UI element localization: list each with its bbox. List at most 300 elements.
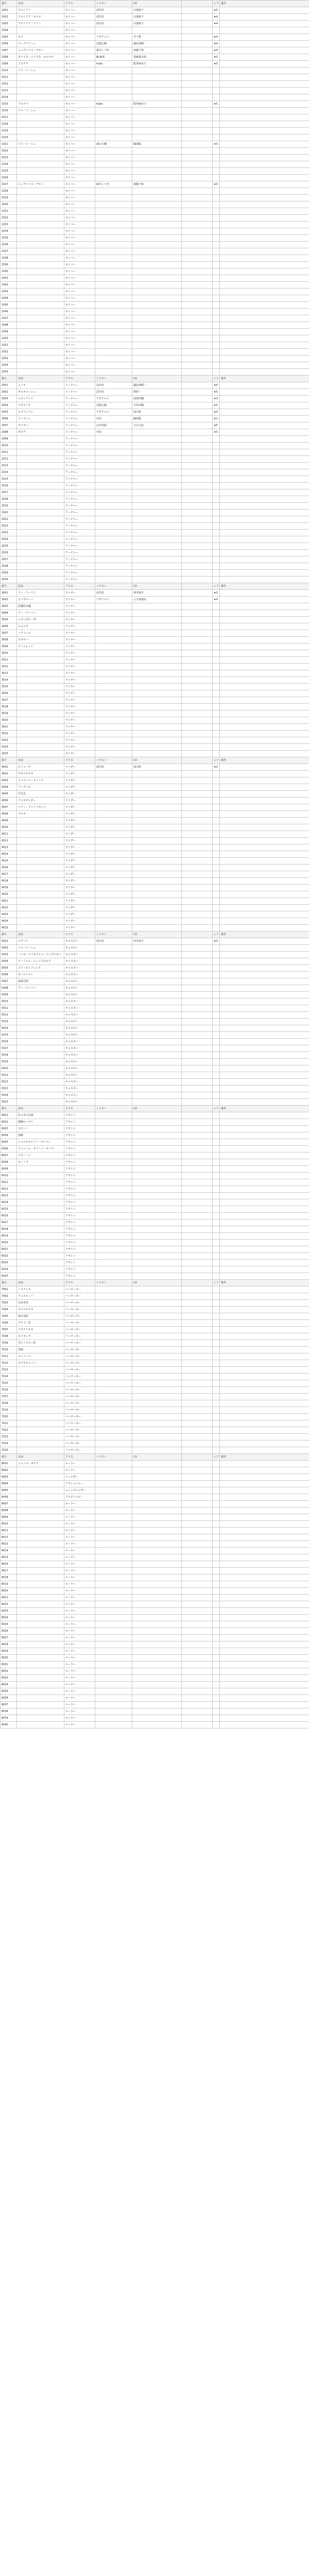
- table-row: [1, 255, 309, 262]
- table-cell: [213, 891, 220, 898]
- table-cell: セイバー: [64, 195, 95, 201]
- table-cell: [213, 650, 220, 657]
- column-header-cell: イラスト: [95, 1106, 132, 1112]
- table-cell: [132, 684, 182, 690]
- table-cell: [213, 831, 220, 838]
- table-row: [1, 1467, 309, 1474]
- table-cell: 1015: [1, 101, 17, 108]
- table-cell: [132, 1434, 182, 1440]
- table-cell: [213, 1293, 220, 1300]
- table-cell: [17, 670, 64, 677]
- table-cell: [213, 188, 220, 195]
- table-cell: [182, 201, 213, 208]
- table-cell: [17, 268, 64, 275]
- table-cell: 5011: [1, 1005, 17, 1012]
- table-cell: [17, 1407, 64, 1414]
- table-cell: [95, 891, 132, 898]
- table-row: [1, 1420, 309, 1427]
- table-cell: [132, 175, 182, 181]
- table-cell: [182, 168, 213, 175]
- table-cell: [213, 228, 220, 235]
- table-cell: セイバー: [64, 168, 95, 175]
- table-cell: [17, 148, 64, 155]
- table-cell: [95, 737, 132, 744]
- table-cell: [213, 503, 220, 510]
- table-cell: [213, 998, 220, 1005]
- table-cell: アーラシュ: [17, 416, 64, 422]
- table-row: [1, 1662, 309, 1668]
- table-row: [1, 590, 309, 597]
- column-header-cell: クラス: [64, 1106, 95, 1112]
- table-cell: [17, 1246, 64, 1253]
- table-cell: ★4: [213, 21, 220, 27]
- table-cell: [132, 744, 182, 751]
- table-row: [1, 1481, 309, 1487]
- table-row: [1, 1554, 309, 1561]
- table-cell: 8020: [1, 1588, 17, 1595]
- table-cell: [220, 436, 309, 443]
- table-cell: ルーラー: [64, 1521, 95, 1528]
- table-cell: [213, 1213, 220, 1219]
- table-cell: [17, 1025, 64, 1032]
- table-cell: アーチャー: [64, 436, 95, 443]
- table-cell: 3023: [1, 737, 17, 744]
- column-header-cell: クラス: [64, 931, 95, 938]
- table-cell: [182, 1695, 213, 1702]
- table-cell: [220, 1481, 309, 1487]
- table-row: [1, 349, 309, 355]
- table-cell: 8016: [1, 1561, 17, 1568]
- table-cell: [213, 1186, 220, 1193]
- table-cell: [213, 282, 220, 289]
- table-cell: [213, 925, 220, 931]
- table-cell: [220, 1702, 309, 1708]
- table-cell: 4009: [1, 818, 17, 824]
- table-cell: [213, 751, 220, 757]
- table-cell: [182, 1561, 213, 1568]
- table-cell: [95, 1374, 132, 1380]
- table-cell: [132, 1052, 182, 1059]
- table-cell: [220, 844, 309, 851]
- table-cell: [182, 670, 213, 677]
- table-cell: [182, 1353, 213, 1360]
- table-cell: [17, 27, 64, 34]
- table-row: [1, 905, 309, 911]
- table-cell: [95, 1072, 132, 1079]
- table-row: [1, 1668, 309, 1675]
- table-cell: 8004: [1, 1481, 17, 1487]
- table-cell: [182, 175, 213, 181]
- table-cell: セイバー: [64, 141, 95, 148]
- table-cell: 1005: [1, 34, 17, 41]
- table-cell: [132, 168, 182, 175]
- table-cell: BLACK: [95, 54, 132, 61]
- table-cell: [17, 824, 64, 831]
- table-cell: [213, 322, 220, 329]
- table-cell: [213, 235, 220, 242]
- table-cell: [213, 255, 220, 262]
- table-cell: [132, 1065, 182, 1072]
- table-row: [1, 1407, 309, 1414]
- table-cell: 3004: [1, 610, 17, 617]
- table-cell: [132, 282, 182, 289]
- table-cell: [182, 824, 213, 831]
- table-row: [1, 1501, 309, 1507]
- table-cell: [17, 510, 64, 516]
- table-cell: 武内崇: [95, 7, 132, 14]
- table-cell: 7022: [1, 1427, 17, 1434]
- table-cell: [220, 516, 309, 523]
- table-cell: [132, 1427, 182, 1434]
- table-cell: [182, 1240, 213, 1246]
- table-cell: [95, 1561, 132, 1568]
- table-cell: [213, 677, 220, 684]
- table-row: [1, 1595, 309, 1601]
- table-cell: 1029: [1, 195, 17, 201]
- table-row: [1, 784, 309, 791]
- table-cell: [220, 222, 309, 228]
- table-cell: 8039: [1, 1715, 17, 1722]
- table-cell: 4020: [1, 891, 17, 898]
- table-cell: [132, 1702, 182, 1708]
- table-cell: [213, 1568, 220, 1574]
- table-cell: [17, 844, 64, 851]
- table-cell: [220, 114, 309, 121]
- table-cell: [95, 784, 132, 791]
- table-cell: [220, 1628, 309, 1635]
- table-cell: [95, 697, 132, 704]
- table-row: [1, 422, 309, 429]
- table-cell: [95, 1347, 132, 1353]
- table-cell: 2005: [1, 409, 17, 416]
- table-cell: [17, 315, 64, 322]
- table-cell: [95, 1702, 132, 1708]
- table-cell: [95, 67, 132, 74]
- table-cell: [95, 1662, 132, 1668]
- table-cell: [220, 1708, 309, 1715]
- table-cell: [220, 938, 309, 945]
- table-cell: [220, 315, 309, 322]
- table-row: [1, 911, 309, 918]
- table-cell: [132, 496, 182, 503]
- table-cell: ★3: [213, 764, 220, 771]
- table-cell: [220, 1548, 309, 1554]
- table-cell: 4010: [1, 824, 17, 831]
- table-cell: [213, 1601, 220, 1608]
- table-cell: [95, 175, 132, 181]
- table-cell: 5021: [1, 1072, 17, 1079]
- table-cell: [182, 697, 213, 704]
- table-cell: [132, 851, 182, 858]
- table-cell: [182, 1025, 213, 1032]
- table-cell: カーミラ: [17, 1159, 64, 1166]
- table-row: [1, 322, 309, 329]
- table-cell: [182, 998, 213, 1005]
- table-cell: [182, 188, 213, 195]
- table-row: [1, 1715, 309, 1722]
- table-cell: [132, 1440, 182, 1447]
- table-cell: レオニダス一世: [17, 617, 64, 623]
- table-cell: [17, 737, 64, 744]
- table-cell: [182, 88, 213, 94]
- table-cell: 1021: [1, 141, 17, 148]
- table-cell: [95, 911, 132, 918]
- table-cell: ★4: [213, 41, 220, 47]
- table-cell: 3001: [1, 590, 17, 597]
- table-cell: [95, 865, 132, 871]
- table-cell: [182, 878, 213, 885]
- table-cell: 1007: [1, 47, 17, 54]
- table-cell: [182, 1708, 213, 1715]
- table-cell: [182, 992, 213, 998]
- table-cell: [220, 851, 309, 858]
- table-cell: [17, 1601, 64, 1608]
- table-cell: [95, 1655, 132, 1662]
- table-cell: [132, 1012, 182, 1019]
- table-cell: [182, 1039, 213, 1045]
- table-cell: アーチャー: [64, 409, 95, 416]
- table-cell: セイバー: [64, 88, 95, 94]
- table-cell: 1027: [1, 181, 17, 188]
- table-row: [1, 670, 309, 677]
- table-cell: ★1: [213, 416, 220, 422]
- table-cell: [213, 1581, 220, 1588]
- table-cell: [220, 1146, 309, 1153]
- table-cell: 5005: [1, 965, 17, 972]
- table-cell: [132, 322, 182, 329]
- table-cell: [95, 677, 132, 684]
- table-cell: [182, 1159, 213, 1166]
- table-cell: [132, 161, 182, 168]
- table-cell: [220, 972, 309, 978]
- table-cell: ディルムッド: [17, 643, 64, 650]
- table-cell: [213, 523, 220, 530]
- table-cell: [17, 342, 64, 349]
- table-cell: [220, 637, 309, 643]
- table-cell: 8012: [1, 1534, 17, 1541]
- table-cell: [220, 898, 309, 905]
- table-cell: [182, 67, 213, 74]
- table-cell: 6016: [1, 1213, 17, 1219]
- table-cell: 7004: [1, 1307, 17, 1313]
- table-cell: [182, 1079, 213, 1086]
- table-cell: [17, 664, 64, 670]
- table-cell: [17, 550, 64, 556]
- table-cell: セイバー: [64, 61, 95, 67]
- table-cell: セイバー: [64, 242, 95, 248]
- table-cell: ライダー: [64, 764, 95, 771]
- table-cell: 4016: [1, 865, 17, 871]
- table-cell: [182, 396, 213, 402]
- table-cell: [132, 456, 182, 463]
- table-cell: [95, 1574, 132, 1581]
- table-row: [1, 215, 309, 222]
- table-cell: [17, 536, 64, 543]
- table-row: [1, 1514, 309, 1521]
- table-cell: [220, 798, 309, 804]
- table-cell: ダビデ: [17, 429, 64, 436]
- table-cell: [220, 268, 309, 275]
- table-cell: [132, 858, 182, 865]
- table-cell: ルーラー: [64, 1675, 95, 1682]
- table-cell: [17, 81, 64, 88]
- table-cell: [213, 731, 220, 737]
- table-cell: 5015: [1, 1032, 17, 1039]
- table-cell: セイバー: [64, 329, 95, 335]
- table-cell: [17, 1420, 64, 1427]
- table-cell: [132, 1347, 182, 1353]
- table-cell: [132, 998, 182, 1005]
- table-cell: 森山大輔: [95, 141, 132, 148]
- table-cell: 鶴岡聡: [132, 141, 182, 148]
- table-cell: [220, 1655, 309, 1662]
- table-cell: [17, 1206, 64, 1213]
- table-cell: クー・フーリン: [17, 610, 64, 617]
- table-cell: 4002: [1, 771, 17, 777]
- table-cell: 5002: [1, 945, 17, 952]
- table-cell: [220, 74, 309, 81]
- table-cell: [182, 128, 213, 134]
- table-cell: [95, 27, 132, 34]
- table-cell: [17, 195, 64, 201]
- table-cell: [220, 731, 309, 737]
- table-row: [1, 1601, 309, 1608]
- table-cell: [220, 1045, 309, 1052]
- table-cell: [213, 664, 220, 670]
- table-cell: ライダー: [64, 885, 95, 891]
- table-cell: セイバー: [64, 302, 95, 309]
- table-cell: ライダー: [64, 905, 95, 911]
- table-cell: [220, 911, 309, 918]
- table-cell: バーサーカー: [64, 1307, 95, 1313]
- table-cell: [95, 302, 132, 309]
- table-cell: [132, 650, 182, 657]
- table-cell: ハンス・クリスチャン・アンデルセン: [17, 952, 64, 958]
- table-row: [1, 289, 309, 295]
- table-cell: [213, 530, 220, 536]
- table-cell: [132, 690, 182, 697]
- table-row: [1, 791, 309, 798]
- table-cell: タマモキャット: [17, 1360, 64, 1367]
- table-cell: [220, 443, 309, 449]
- table-cell: 8034: [1, 1682, 17, 1688]
- table-cell: 6015: [1, 1206, 17, 1213]
- table-cell: [220, 1507, 309, 1514]
- table-cell: キャスター: [64, 1052, 95, 1059]
- table-cell: 8003: [1, 1474, 17, 1481]
- table-cell: [213, 1059, 220, 1065]
- table-cell: [220, 550, 309, 556]
- table-cell: [17, 188, 64, 195]
- table-cell: 5025: [1, 1099, 17, 1106]
- table-cell: [182, 784, 213, 791]
- table-cell: [95, 1126, 132, 1132]
- table-cell: [95, 744, 132, 751]
- table-cell: 2016: [1, 483, 17, 489]
- table-cell: [182, 1193, 213, 1199]
- table-cell: ルーラー: [64, 1688, 95, 1695]
- table-cell: [182, 1313, 213, 1320]
- table-cell: [182, 617, 213, 623]
- table-cell: 1042: [1, 282, 17, 289]
- table-cell: バーサーカー: [64, 1293, 95, 1300]
- table-cell: アーチャー: [64, 523, 95, 530]
- table-cell: [220, 1574, 309, 1581]
- table-cell: 2007: [1, 422, 17, 429]
- table-cell: [182, 1641, 213, 1648]
- table-cell: [213, 838, 220, 844]
- table-cell: [17, 731, 64, 737]
- table-cell: 3025: [1, 751, 17, 757]
- table-cell: 1025: [1, 168, 17, 175]
- table-cell: [220, 1266, 309, 1273]
- table-cell: 牛若丸: [17, 791, 64, 798]
- table-cell: [182, 536, 213, 543]
- column-header-row: [1, 1280, 309, 1286]
- table-cell: [220, 215, 309, 222]
- table-row: [1, 1360, 309, 1367]
- table-cell: [17, 1400, 64, 1407]
- table-cell: [182, 1501, 213, 1507]
- table-cell: [132, 489, 182, 496]
- table-row: [1, 536, 309, 543]
- table-cell: ★3: [213, 396, 220, 402]
- table-cell: [132, 798, 182, 804]
- table-cell: ★4: [213, 47, 220, 54]
- table-cell: [95, 1668, 132, 1675]
- table-cell: 6023: [1, 1260, 17, 1266]
- table-cell: [95, 322, 132, 329]
- table-row: [1, 657, 309, 664]
- table-cell: [220, 623, 309, 630]
- table-cell: [220, 1534, 309, 1541]
- table-cell: [213, 1072, 220, 1079]
- table-cell: 4018: [1, 878, 17, 885]
- table-cell: ランサー: [64, 637, 95, 643]
- table-cell: [95, 1641, 132, 1648]
- column-header-cell: 番号: [1, 1, 17, 7]
- table-cell: [213, 489, 220, 496]
- table-cell: [213, 1434, 220, 1440]
- table-cell: [220, 1139, 309, 1146]
- table-cell: [220, 1226, 309, 1233]
- table-cell: バーサーカー: [64, 1320, 95, 1327]
- table-cell: 3024: [1, 744, 17, 751]
- table-row: [1, 61, 309, 67]
- table-row: [1, 67, 309, 74]
- table-cell: [182, 1400, 213, 1407]
- table-cell: 1002: [1, 14, 17, 21]
- table-cell: [213, 496, 220, 503]
- table-cell: 8014: [1, 1548, 17, 1554]
- table-cell: 7003: [1, 1300, 17, 1307]
- table-cell: [213, 1541, 220, 1548]
- table-cell: [220, 188, 309, 195]
- table-cell: [182, 7, 213, 14]
- table-row: [1, 262, 309, 268]
- table-cell: [213, 1032, 220, 1039]
- table-cell: キャスター: [64, 1086, 95, 1092]
- table-cell: [213, 148, 220, 155]
- table-cell: [132, 503, 182, 510]
- table-cell: [132, 865, 182, 871]
- table-cell: [17, 275, 64, 282]
- table-cell: 1052: [1, 349, 17, 355]
- table-cell: [17, 516, 64, 523]
- table-cell: 1026: [1, 175, 17, 181]
- table-row: [1, 27, 309, 34]
- table-cell: [132, 67, 182, 74]
